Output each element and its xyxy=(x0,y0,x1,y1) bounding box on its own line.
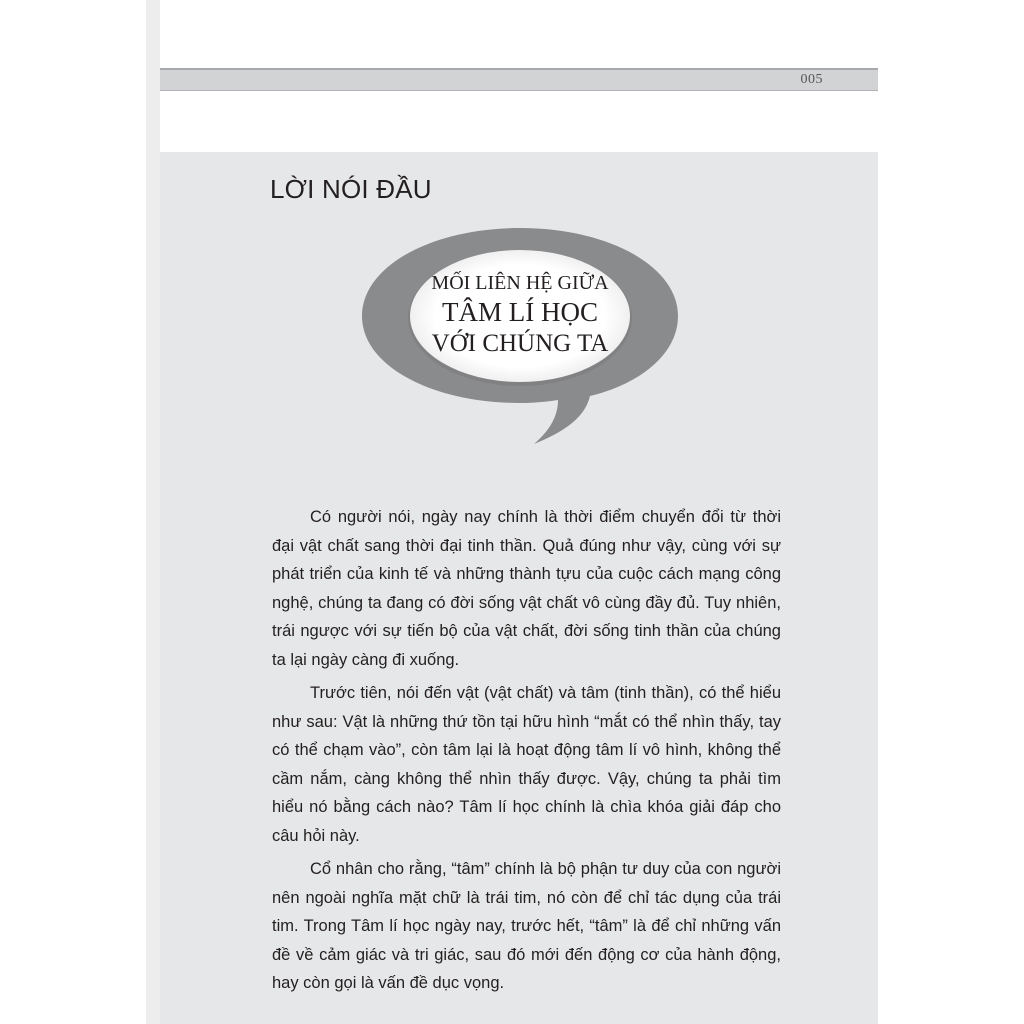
bubble-line-1: MỐI LIÊN HỆ GIỮA xyxy=(431,272,609,294)
bubble-line-3: VỚI CHÚNG TA xyxy=(431,330,609,357)
paragraph-3: Cổ nhân cho rằng, “tâm” chính là bộ phận tư duy của con người nên ngoài nghĩa mặt chữ là trái tim, nó còn để chỉ tác dụng của trái tim. Trong Tâm lí học ngày nay, trước hết, “tâm” là để chỉ những vấn đề về cảm giác và tri giác, sau đó mới đến động cơ của hành động, hay còn gọi là vấn đề dục vọng. xyxy=(272,860,781,992)
paragraph-1: Có người nói, ngày nay chính là thời điểm chuyển đổi từ thời đại vật chất sang thời đại tinh thần. Quả đúng như vậy, cùng với sự phát triển của kinh tế và những thành tựu của cuộc cách mạng công nghệ, chúng ta đang có đời sống vật chất vô cùng đầy đủ. Tuy nhiên, trái ngược với sự tiến bộ của vật chất, đời sống tinh thần của chúng ta lại ngày càng đi xuống. xyxy=(272,508,781,669)
section-title: LỜI NÓI ĐẦU xyxy=(270,174,432,204)
bubble-heading xyxy=(405,270,635,360)
content-area xyxy=(160,152,878,1024)
body-text xyxy=(272,503,781,1003)
header-band xyxy=(160,68,878,91)
page-gutter xyxy=(146,0,160,1024)
bubble-line-2: TÂM LÍ HỌC xyxy=(442,297,598,327)
page-number: 005 xyxy=(800,72,823,87)
paragraph-2: Trước tiên, nói đến vật (vật chất) và tâm (tinh thần), có thể hiểu như sau: Vật là những thứ tồn tại hữu hình “mắt có thể nhìn thấy, tay có thể chạm vào”, còn tâm lại là hoạt động tâm lí vô hình, không thể cầm nắm, càng không thể nhìn thấy được. Vậy, chúng ta phải tìm hiểu nó bằng cách nào? Tâm lí học chính là chìa khóa giải đáp cho câu hỏi này. xyxy=(272,684,781,845)
